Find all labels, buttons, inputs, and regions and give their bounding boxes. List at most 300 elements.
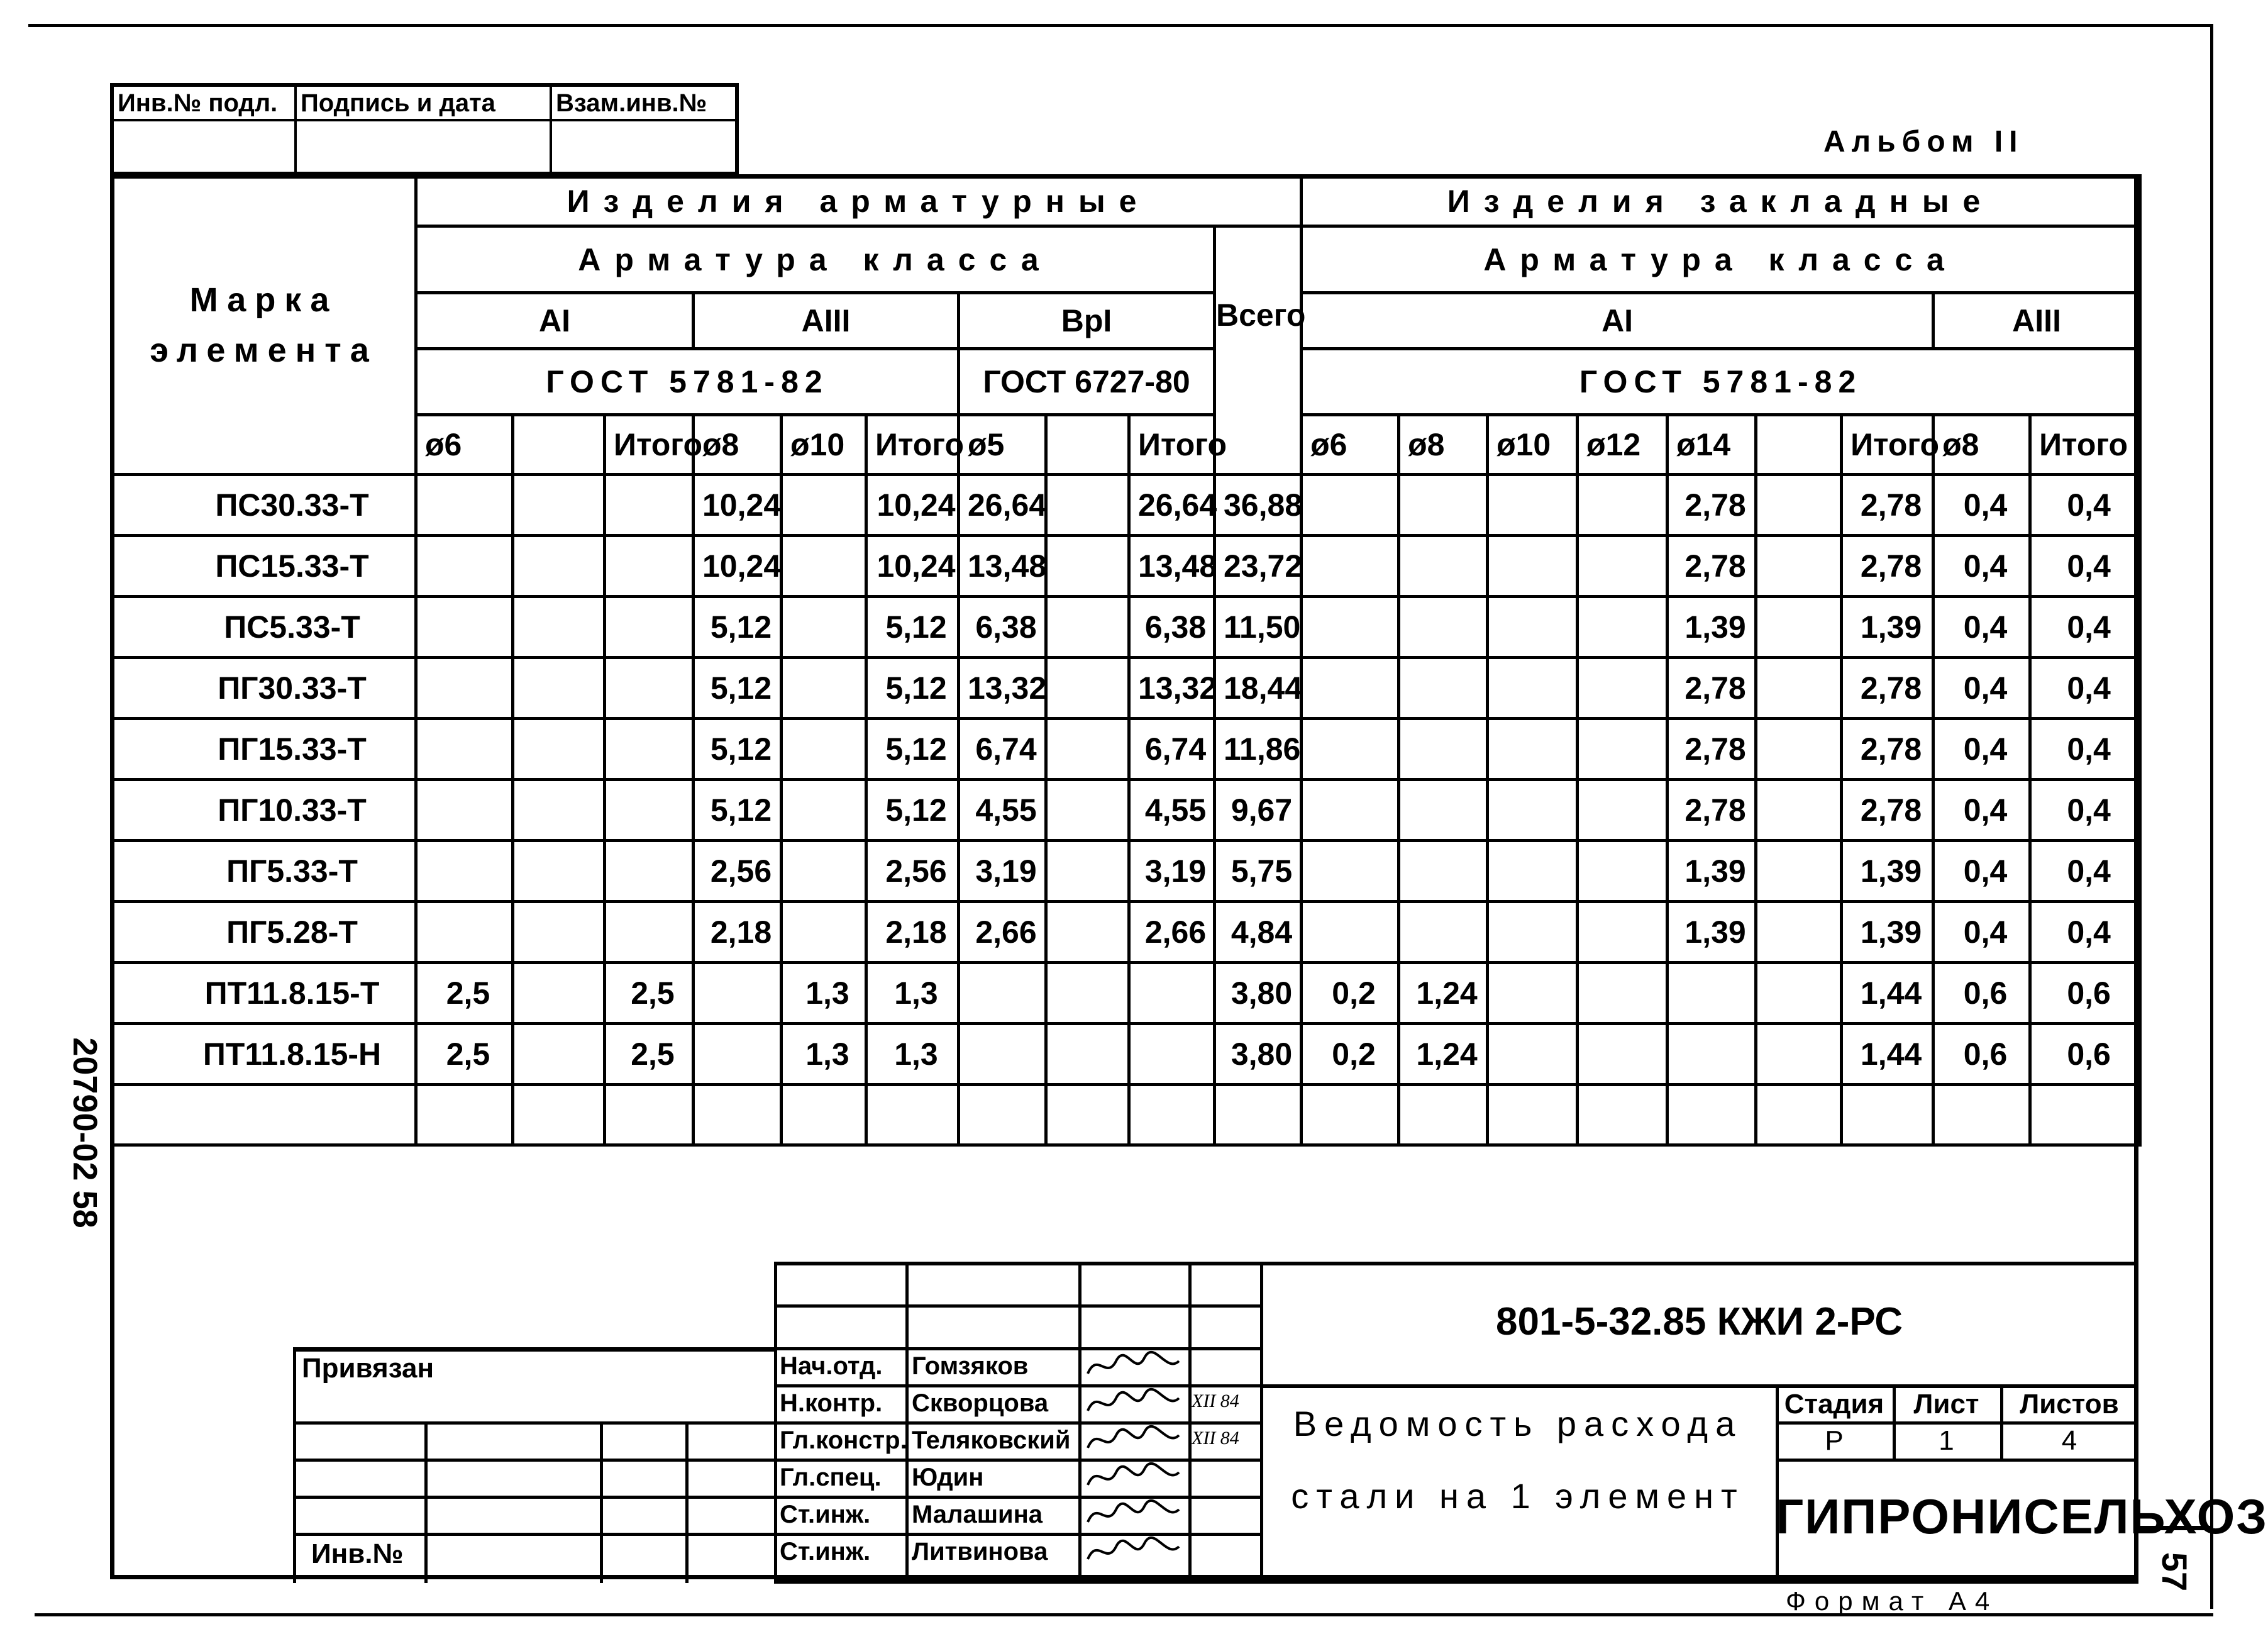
table-cell: 10,24 — [866, 475, 959, 536]
element-mark: ПТ11.8.15-Н — [112, 1024, 416, 1085]
table-cell: 5,12 — [866, 719, 959, 780]
embedded-armature-class-header: Арматура класса — [1302, 226, 2140, 293]
stamp-cell — [114, 121, 297, 174]
table-cell: 0,6 — [2030, 1024, 2140, 1085]
album-label: Альбом II — [1823, 125, 2024, 158]
table-cell: 0,4 — [1933, 475, 2030, 536]
table-cell — [513, 780, 605, 841]
grid-line — [774, 1459, 1260, 1462]
table-cell — [1399, 902, 1488, 963]
element-mark: ПГ15.33-Т — [112, 719, 416, 780]
table-cell — [1399, 841, 1488, 902]
table-cell — [1399, 780, 1488, 841]
table-cell: 1,44 — [1842, 963, 1933, 1024]
embedded-class-aiii-header: АIII — [1933, 293, 2140, 349]
gost-6727-header: ГОСТ 6727-80 — [959, 349, 1215, 415]
column-header: Итого — [1842, 415, 1933, 475]
table-cell: 13,48 — [1129, 536, 1215, 597]
table-cell — [513, 658, 605, 719]
table-cell — [1756, 719, 1842, 780]
empty-row — [112, 1085, 2140, 1145]
table-cell — [1399, 536, 1488, 597]
table-cell — [1668, 1085, 1756, 1145]
staff-role: Ст.инж. — [780, 1538, 871, 1565]
table-cell: 23,72 — [1215, 536, 1302, 597]
table-cell — [416, 902, 513, 963]
table-cell — [605, 475, 694, 536]
table-cell — [1756, 1085, 1842, 1145]
signature-icon — [1085, 1460, 1185, 1494]
signature-date: XII 84 — [1192, 1428, 1239, 1448]
stamp-cell — [297, 121, 552, 174]
grid-line — [2138, 1526, 2211, 1530]
table-cell: 0,6 — [2030, 963, 2140, 1024]
table-cell: 0,4 — [2030, 780, 2140, 841]
table-cell: 0,6 — [1933, 1024, 2030, 1085]
table-cell — [1302, 841, 1399, 902]
embedded-class-ai-header: АI — [1302, 293, 1933, 349]
table-cell — [1046, 719, 1129, 780]
table-cell: 1,39 — [1842, 902, 1933, 963]
table-cell — [1756, 658, 1842, 719]
grid-line — [774, 1579, 2138, 1584]
table-cell — [782, 780, 866, 841]
table-cell: 6,38 — [959, 597, 1046, 658]
table-cell — [513, 1024, 605, 1085]
table-cell: 5,12 — [694, 780, 782, 841]
staff-name: Скворцова — [912, 1389, 1049, 1417]
table-cell: 1,39 — [1842, 841, 1933, 902]
table-cell: 2,78 — [1668, 658, 1756, 719]
table-cell: 2,66 — [1129, 902, 1215, 963]
table-cell: 2,78 — [1668, 719, 1756, 780]
table-cell — [1488, 1085, 1578, 1145]
staff-role: Гл.спец. — [780, 1464, 882, 1491]
table-cell — [1302, 719, 1399, 780]
signature-icon — [1085, 1497, 1185, 1531]
table-cell — [782, 597, 866, 658]
mark-header: Марка элемента — [112, 176, 416, 475]
table-cell: 26,64 — [959, 475, 1046, 536]
table-cell — [1756, 841, 1842, 902]
table-cell — [1046, 780, 1129, 841]
grid-line — [774, 1384, 1260, 1387]
column-header — [513, 415, 605, 475]
signature-icon — [1085, 1534, 1185, 1569]
table-cell — [513, 963, 605, 1024]
table-cell — [1399, 658, 1488, 719]
table-cell — [782, 1085, 866, 1145]
column-header: ø6 — [416, 415, 513, 475]
table-cell: 6,38 — [1129, 597, 1215, 658]
table-cell: 26,64 — [1129, 475, 1215, 536]
column-header: Итого — [1129, 415, 1215, 475]
grid-line — [774, 1421, 1260, 1425]
table-cell — [1578, 658, 1668, 719]
table-cell — [513, 1085, 605, 1145]
stamp-inv-podl: Инв.№ подл. — [114, 87, 297, 121]
grid-line — [774, 1347, 1260, 1350]
table-cell — [1129, 1085, 1215, 1145]
column-header: ø8 — [1399, 415, 1488, 475]
column-header-row — [112, 415, 2140, 475]
table-cell: 1,3 — [782, 1024, 866, 1085]
staff-name: Теляковский — [912, 1426, 1071, 1454]
table-cell: 2,5 — [605, 963, 694, 1024]
table-cell: 5,12 — [694, 658, 782, 719]
signature-icon — [1085, 1348, 1185, 1383]
stamp-cell — [552, 121, 735, 174]
table-cell — [1488, 1024, 1578, 1085]
table-cell: 2,78 — [1842, 475, 1933, 536]
table-cell — [2030, 1085, 2140, 1145]
table-cell — [1578, 841, 1668, 902]
table-cell: 0,4 — [2030, 902, 2140, 963]
table-cell — [513, 475, 605, 536]
table-cell: 5,12 — [694, 597, 782, 658]
table-cell: 0,4 — [1933, 597, 2030, 658]
table-cell — [1046, 1085, 1129, 1145]
table-cell — [1756, 1024, 1842, 1085]
table-cell: 2,56 — [866, 841, 959, 902]
table-cell: 36,88 — [1215, 475, 1302, 536]
table-cell — [1046, 597, 1129, 658]
table-cell — [1578, 597, 1668, 658]
table-cell — [1046, 475, 1129, 536]
table-cell — [513, 536, 605, 597]
sheets-label: Листов — [2020, 1389, 2119, 1420]
table-cell — [1046, 902, 1129, 963]
table-cell: 2,78 — [1668, 475, 1756, 536]
grid-line — [293, 1496, 774, 1499]
stamp-podpis-data: Подпись и дата — [297, 87, 552, 121]
element-mark: ПГ5.33-Т — [112, 841, 416, 902]
table-cell: 1,39 — [1668, 597, 1756, 658]
table-cell — [1842, 1085, 1933, 1145]
table-cell: 2,5 — [416, 1024, 513, 1085]
table-row — [112, 902, 2140, 963]
table-cell: 0,4 — [1933, 841, 2030, 902]
signature-icon — [1085, 1423, 1185, 1457]
table-cell: 0,6 — [1933, 963, 2030, 1024]
table-cell — [1578, 1024, 1668, 1085]
grid-line — [293, 1459, 774, 1462]
element-mark: ПС15.33-Т — [112, 536, 416, 597]
table-cell: 1,24 — [1399, 963, 1488, 1024]
side-code: 20790-02 58 — [66, 1037, 104, 1228]
table-cell: 10,24 — [694, 475, 782, 536]
table-cell — [1488, 719, 1578, 780]
table-cell: 5,75 — [1215, 841, 1302, 902]
table-cell — [694, 1085, 782, 1145]
table-cell: 0,4 — [2030, 597, 2140, 658]
table-cell — [513, 597, 605, 658]
table-cell — [1129, 1024, 1215, 1085]
sheet-value: 1 — [1939, 1425, 1954, 1456]
table-cell — [416, 719, 513, 780]
table-row — [112, 536, 2140, 597]
table-cell: 0,4 — [2030, 719, 2140, 780]
table-cell: 9,67 — [1215, 780, 1302, 841]
table-cell — [1399, 475, 1488, 536]
table-cell — [605, 1085, 694, 1145]
grid-line — [1776, 1459, 2138, 1462]
column-header: ø10 — [782, 415, 866, 475]
table-cell — [1756, 902, 1842, 963]
armature-products-header: Изделия арматурные — [416, 176, 1302, 226]
table-cell: 10,24 — [694, 536, 782, 597]
column-header: ø12 — [1578, 415, 1668, 475]
grid-line — [774, 1496, 1260, 1499]
table-cell — [1578, 1085, 1668, 1145]
table-cell: 2,78 — [1842, 658, 1933, 719]
table-cell — [1046, 1024, 1129, 1085]
column-header — [1046, 415, 1129, 475]
column-header — [1756, 415, 1842, 475]
table-cell — [1215, 1085, 1302, 1145]
table-cell: 2,78 — [1842, 536, 1933, 597]
table-cell — [605, 841, 694, 902]
table-cell — [1488, 841, 1578, 902]
table-row — [112, 658, 2140, 719]
table-cell: 13,48 — [959, 536, 1046, 597]
table-cell — [605, 536, 694, 597]
table-cell: 2,18 — [866, 902, 959, 963]
column-header: Итого — [866, 415, 959, 475]
table-cell — [513, 841, 605, 902]
table-cell: 0,4 — [1933, 719, 2030, 780]
sheet-label: Лист — [1913, 1389, 1979, 1420]
table-cell — [1399, 719, 1488, 780]
table-cell — [416, 1085, 513, 1145]
table-cell — [1933, 1085, 2030, 1145]
table-cell — [416, 475, 513, 536]
table-cell: 5,12 — [866, 597, 959, 658]
table-cell: 6,74 — [1129, 719, 1215, 780]
table-cell — [959, 1024, 1046, 1085]
table-cell — [513, 902, 605, 963]
table-cell: 1,3 — [866, 1024, 959, 1085]
table-cell — [1399, 597, 1488, 658]
table-cell: 2,5 — [605, 1024, 694, 1085]
table-cell — [1302, 536, 1399, 597]
column-header: ø5 — [959, 415, 1046, 475]
grid-line — [293, 1347, 296, 1583]
table-cell: 3,19 — [959, 841, 1046, 902]
table-cell: 3,80 — [1215, 963, 1302, 1024]
grid-line — [774, 1304, 1260, 1308]
table-cell: 11,50 — [1215, 597, 1302, 658]
class-ai-header: АI — [416, 293, 694, 349]
table-cell — [1578, 902, 1668, 963]
table-cell — [416, 841, 513, 902]
table-cell: 2,56 — [694, 841, 782, 902]
sheet-border-right — [2210, 24, 2213, 1609]
element-mark: ПГ5.28-Т — [112, 902, 416, 963]
table-cell — [605, 719, 694, 780]
armature-class-header: Арматура класса — [416, 226, 1215, 293]
table-cell: 0,4 — [1933, 536, 2030, 597]
table-cell: 2,78 — [1668, 536, 1756, 597]
table-cell — [694, 963, 782, 1024]
grid-line — [685, 1421, 689, 1583]
staff-name: Малашина — [912, 1501, 1043, 1528]
table-cell: 2,18 — [694, 902, 782, 963]
staff-role: Н.контр. — [780, 1389, 883, 1417]
grid-line — [424, 1421, 428, 1583]
element-mark: ПС5.33-Т — [112, 597, 416, 658]
page-number: 57 — [2155, 1552, 2195, 1592]
column-header: ø8 — [694, 415, 782, 475]
staff-role: Ст.инж. — [780, 1501, 871, 1528]
table-cell — [782, 536, 866, 597]
table-row — [112, 841, 2140, 902]
steel-consumption-table — [110, 174, 2142, 1147]
table-cell: 4,55 — [1129, 780, 1215, 841]
table-cell: 0,4 — [1933, 902, 2030, 963]
table-cell — [1488, 475, 1578, 536]
table-cell: 3,19 — [1129, 841, 1215, 902]
table-cell — [416, 597, 513, 658]
column-header: ø8 — [1933, 415, 2030, 475]
signature-icon — [1085, 1386, 1185, 1420]
table-cell — [112, 1085, 416, 1145]
grid-line — [293, 1533, 774, 1536]
grid-line — [774, 1533, 1260, 1536]
table-cell — [1046, 963, 1129, 1024]
embedded-gost-5781-header: ГОСТ 5781-82 — [1302, 349, 2140, 415]
table-cell — [1302, 1085, 1399, 1145]
table-cell: 1,39 — [1668, 902, 1756, 963]
gost-5781-header: ГОСТ 5781-82 — [416, 349, 959, 415]
table-row — [112, 475, 2140, 536]
title-block — [302, 1262, 2268, 1616]
table-cell: 0,2 — [1302, 1024, 1399, 1085]
table-cell — [1046, 658, 1129, 719]
element-mark: ПТ11.8.15-Т — [112, 963, 416, 1024]
table-cell — [1578, 719, 1668, 780]
table-row — [112, 963, 2140, 1024]
table-cell: 0,2 — [1302, 963, 1399, 1024]
table-cell — [1488, 780, 1578, 841]
signature-date: XII 84 — [1192, 1391, 1239, 1411]
table-cell — [1488, 597, 1578, 658]
class-bpi-header: ВрI — [959, 293, 1215, 349]
table-cell: 2,78 — [1668, 780, 1756, 841]
document-title-line-2: стали на 1 элемент — [1291, 1476, 1745, 1516]
table-cell: 1,3 — [866, 963, 959, 1024]
table-cell: 0,4 — [2030, 841, 2140, 902]
table-cell — [782, 841, 866, 902]
organization-name: ГИПРОНИСЕЛЬХОЗ — [1776, 1489, 2268, 1544]
table-cell — [1302, 780, 1399, 841]
table-cell — [959, 1085, 1046, 1145]
inv-no-label: Инв.№ — [311, 1538, 404, 1569]
total-all-header: Всего — [1215, 226, 1302, 475]
table-cell — [1046, 841, 1129, 902]
staff-name: Гомзяков — [912, 1352, 1029, 1380]
table-cell — [1756, 597, 1842, 658]
approval-stamp — [110, 83, 739, 174]
table-cell — [1756, 780, 1842, 841]
table-cell: 1,24 — [1399, 1024, 1488, 1085]
table-cell — [513, 719, 605, 780]
table-cell — [1488, 658, 1578, 719]
element-mark: ПГ10.33-Т — [112, 780, 416, 841]
table-cell — [416, 780, 513, 841]
table-cell: 10,24 — [866, 536, 959, 597]
table-cell — [1488, 902, 1578, 963]
table-cell — [1302, 902, 1399, 963]
table-cell — [1578, 536, 1668, 597]
column-header: ø6 — [1302, 415, 1399, 475]
privyazan-label: Привязан — [302, 1353, 434, 1384]
column-header: Итого — [605, 415, 694, 475]
table-cell — [1302, 597, 1399, 658]
table-cell — [416, 536, 513, 597]
table-cell — [1578, 780, 1668, 841]
table-cell — [605, 658, 694, 719]
table-cell — [782, 475, 866, 536]
table-cell — [1578, 963, 1668, 1024]
table-cell — [866, 1085, 959, 1145]
element-mark: ПГ30.33-Т — [112, 658, 416, 719]
table-cell — [605, 902, 694, 963]
table-cell: 2,78 — [1842, 780, 1933, 841]
stage-value: Р — [1825, 1425, 1844, 1456]
table-cell: 6,74 — [959, 719, 1046, 780]
table-cell — [1668, 1024, 1756, 1085]
format-label: Формат А4 — [1786, 1586, 1999, 1616]
table-cell — [694, 1024, 782, 1085]
table-cell: 0,4 — [2030, 536, 2140, 597]
table-cell — [1046, 536, 1129, 597]
table-cell: 13,32 — [1129, 658, 1215, 719]
document-title-line-1: Ведомость расхода — [1293, 1404, 1743, 1443]
table-cell: 0,4 — [1933, 780, 2030, 841]
table-cell — [1578, 475, 1668, 536]
table-row — [112, 1024, 2140, 1085]
table-cell — [605, 597, 694, 658]
table-cell: 2,5 — [416, 963, 513, 1024]
table-cell: 0,4 — [1933, 658, 2030, 719]
table-cell: 1,39 — [1842, 597, 1933, 658]
staff-role: Гл.констр. — [780, 1426, 907, 1454]
table-cell: 11,86 — [1215, 719, 1302, 780]
table-cell — [1756, 963, 1842, 1024]
grid-line — [293, 1347, 774, 1352]
grid-line — [600, 1421, 603, 1583]
staff-role: Нач.отд. — [780, 1352, 883, 1380]
grid-line — [293, 1421, 774, 1425]
table-cell: 13,32 — [959, 658, 1046, 719]
table-cell — [605, 780, 694, 841]
grid-line — [1776, 1421, 2138, 1425]
table-cell — [1488, 963, 1578, 1024]
table-cell — [1129, 963, 1215, 1024]
table-cell — [1756, 475, 1842, 536]
stage-label: Стадия — [1784, 1389, 1884, 1420]
document-designation: 801-5-32.85 КЖИ 2-РС — [1496, 1300, 1903, 1343]
table-cell — [959, 963, 1046, 1024]
embedded-products-header: Изделия закладные — [1302, 176, 2140, 226]
grid-line — [1260, 1384, 2138, 1388]
table-cell: 5,12 — [694, 719, 782, 780]
table-cell: 0,4 — [2030, 658, 2140, 719]
table-cell: 2,66 — [959, 902, 1046, 963]
sheets-value: 4 — [2061, 1425, 2077, 1456]
sheet-border-top — [28, 24, 2213, 27]
